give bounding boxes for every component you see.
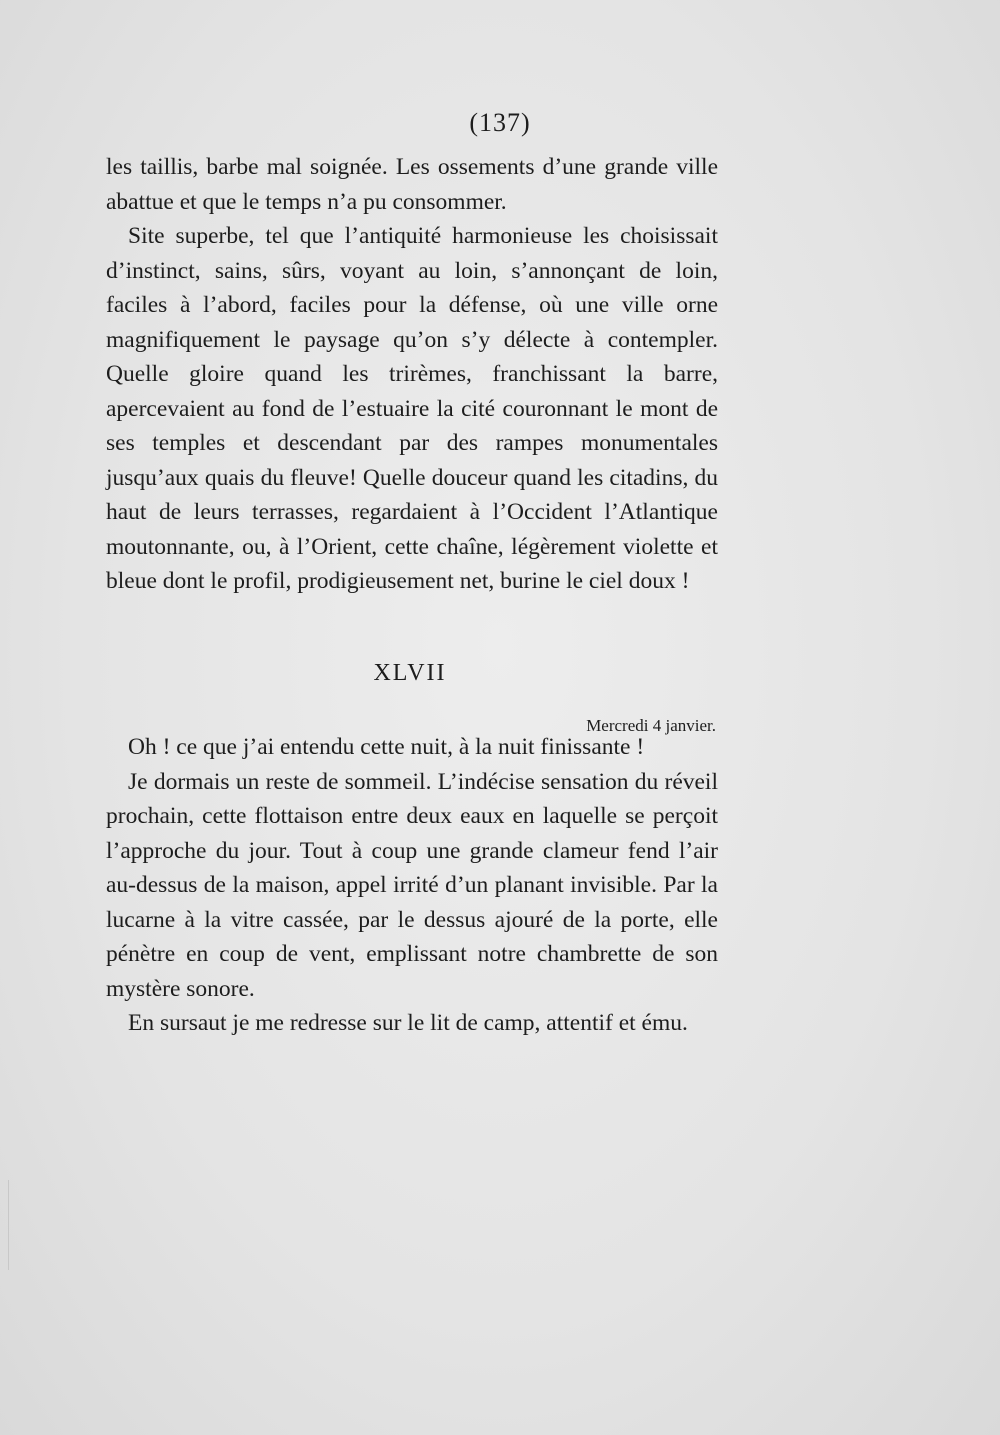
text-block-top xyxy=(106,150,718,599)
page-edge-line xyxy=(8,1180,9,1270)
paragraph-oh: Oh ! ce que j’ai entendu cette nuit, à la nuit finissante ! xyxy=(128,734,645,760)
dateline: Mercredi 4 janvier. xyxy=(586,716,716,735)
chapter-title: XLVII xyxy=(373,660,447,686)
paragraph-dormais: Je dormais un reste de sommeil. L’indécise sensation du réveil prochain, cette flottaison entre deux eaux en laquelle se perçoit l’approche du jour. Tout à coup une grande clameur fend l’air au-dessus de la maison, appel irrité d’un planant invisible. Par la lucarne à la vitre cassée, par le dessus ajouré de la porte, elle pénètre en coup de vent, emplissant notre chambrette de son mystère sonore. xyxy=(106,768,718,1002)
paragraph-continued: les taillis, barbe mal soignée. Les ossements d’une grande ville abattue et que le temps n’a pu consommer. xyxy=(106,154,718,215)
paragraph-site: Site superbe, tel que l’antiquité harmonieuse les choisissait d’instinct, sains, sûrs, voyant au loin, s’annonçant de loin, faciles à l’abord, faciles pour la défense, où une ville orne magnifiquement le paysage qu’on s’y délecte à contempler. Quelle gloire quand les trirèmes, franchissant la barre, apercevaient au fond de l’estuaire la cité couronnant le mont de ses temples et descendant par des rampes monumentales jusqu’aux quais du fleuve! Quelle douceur quand les citadins, du haut de leurs terrasses, regardaient à l’Occident l’Atlantique moutonnante, ou, à l’Orient, cette chaîne, légèrement violette et bleue dont le profil, prodigieusement net, burine le ciel doux ! xyxy=(106,223,718,594)
paragraph-sursaut: En sursaut je me redresse sur le lit de camp, attentif et ému. xyxy=(128,1010,688,1036)
text-block-bottom xyxy=(106,730,718,1041)
page-number: (137) xyxy=(469,108,531,137)
